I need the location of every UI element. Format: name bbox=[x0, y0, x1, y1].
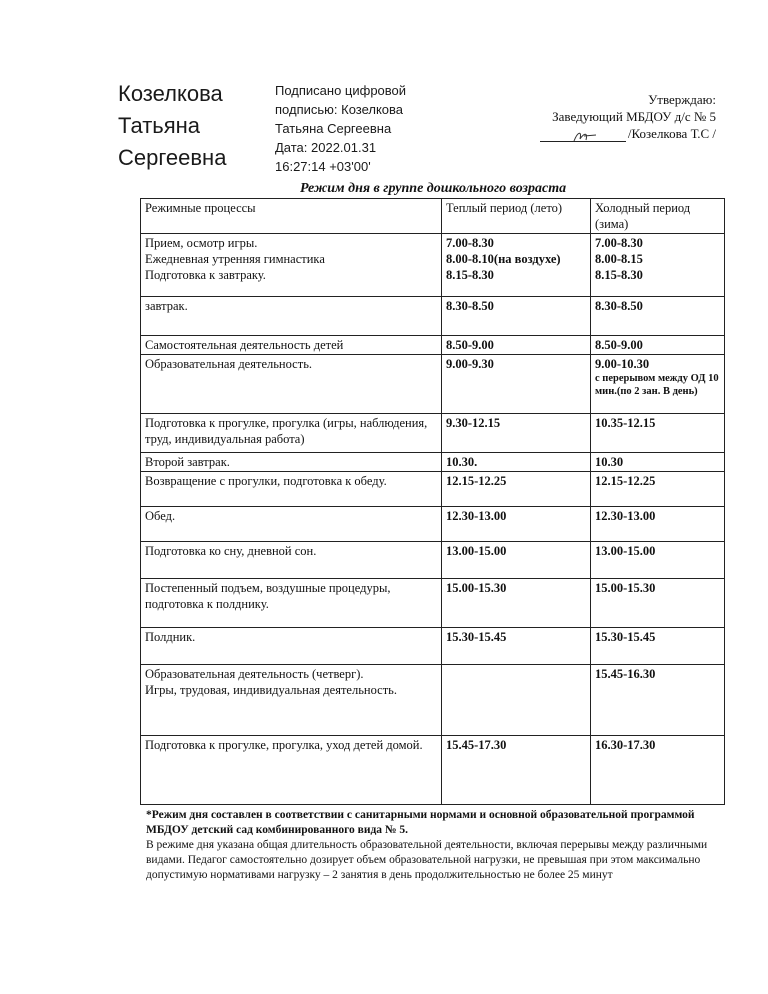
cell-process bbox=[141, 453, 442, 472]
footnote bbox=[146, 808, 736, 883]
cell-cold bbox=[591, 628, 725, 665]
cell-warm-line: 9.30-12.15 bbox=[446, 416, 501, 430]
cell-process-line: Полдник. bbox=[145, 630, 196, 644]
table-row bbox=[141, 297, 725, 336]
cell-cold-line: 10.30 bbox=[595, 455, 624, 469]
handwritten-signature-icon bbox=[540, 129, 626, 143]
cell-process bbox=[141, 579, 442, 628]
cell-warm bbox=[442, 355, 591, 414]
cell-process bbox=[141, 542, 442, 579]
header-warm-period: Теплый период (лето) bbox=[442, 199, 591, 234]
signature-name-line: Татьяна bbox=[118, 113, 201, 138]
cell-process-line: Постепенный подъем, воздушные процедуры, подготовка к полднику. bbox=[145, 581, 391, 611]
cell-process-line: Прием, осмотр игры. bbox=[145, 236, 258, 250]
cell-cold-line: 15.30-15.45 bbox=[595, 630, 656, 644]
cell-cold bbox=[591, 665, 725, 736]
cell-process bbox=[141, 234, 442, 297]
signature-info-line: подписью: Козелкова bbox=[275, 102, 404, 117]
cell-cold-line: 15.45-16.30 bbox=[595, 667, 656, 681]
table-row bbox=[141, 453, 725, 472]
cell-cold bbox=[591, 542, 725, 579]
header-cold-period: Холодный период (зима) bbox=[591, 199, 725, 234]
signature-name-line: Сергеевна bbox=[118, 145, 227, 170]
cell-warm bbox=[442, 453, 591, 472]
approval-name: /Козелкова Т.С / bbox=[627, 126, 716, 141]
cell-process bbox=[141, 507, 442, 542]
cell-note: с перерывом между ОД 10 мин.(по 2 зан. В день) bbox=[595, 373, 719, 397]
cell-warm-line: 10.30. bbox=[446, 455, 478, 469]
cell-process-line: Обед. bbox=[145, 509, 176, 523]
cell-warm-line: 15.45-17.30 bbox=[446, 738, 507, 752]
cell-cold bbox=[591, 507, 725, 542]
approval-block bbox=[476, 91, 716, 142]
signature-info-line: Дата: 2022.01.31 bbox=[275, 140, 377, 155]
cell-cold bbox=[591, 472, 725, 507]
cell-process bbox=[141, 355, 442, 414]
schedule-table bbox=[140, 198, 725, 805]
table-row bbox=[141, 234, 725, 297]
cell-cold bbox=[591, 297, 725, 336]
cell-process bbox=[141, 414, 442, 453]
cell-process-line: Самостоятельная деятельность детей bbox=[145, 338, 344, 352]
cell-warm bbox=[442, 665, 591, 736]
cell-cold-line: 16.30-17.30 bbox=[595, 738, 656, 752]
cell-cold-line: 7.00-8.30 bbox=[595, 236, 643, 250]
cell-cold-line: 15.00-15.30 bbox=[595, 581, 656, 595]
cell-warm bbox=[442, 297, 591, 336]
table-header-row bbox=[141, 199, 725, 234]
signature-blank bbox=[540, 129, 626, 142]
cell-process bbox=[141, 628, 442, 665]
cell-process-line: Подготовка к прогулке, прогулка, уход детей домой. bbox=[145, 738, 423, 752]
cell-process-line: Подготовка к прогулке, прогулка (игры, наблюдения, труд, индивидуальная работа) bbox=[145, 416, 428, 446]
cell-process-line: Подготовка ко сну, дневной сон. bbox=[145, 544, 317, 558]
cell-process bbox=[141, 297, 442, 336]
cell-warm bbox=[442, 736, 591, 805]
header-process: Режимные процессы bbox=[141, 199, 442, 234]
cell-warm bbox=[442, 628, 591, 665]
signature-name bbox=[118, 78, 268, 174]
cell-warm bbox=[442, 542, 591, 579]
cell-process bbox=[141, 336, 442, 355]
cell-cold bbox=[591, 579, 725, 628]
table-row bbox=[141, 336, 725, 355]
cell-cold bbox=[591, 336, 725, 355]
cell-warm-line: 8.15-8.30 bbox=[446, 268, 494, 282]
signature-name-line: Козелкова bbox=[118, 81, 223, 106]
cell-cold bbox=[591, 414, 725, 453]
table-row bbox=[141, 736, 725, 805]
cell-warm-line: 15.00-15.30 bbox=[446, 581, 507, 595]
cell-cold-line: 8.00-8.15 bbox=[595, 252, 643, 266]
table-row bbox=[141, 628, 725, 665]
cell-warm-line: 15.30-15.45 bbox=[446, 630, 507, 644]
approval-signature-line bbox=[476, 125, 716, 142]
cell-process-line: Второй завтрак. bbox=[145, 455, 230, 469]
cell-warm-line: 8.00-8.10(на воздухе) bbox=[446, 252, 561, 266]
cell-cold bbox=[591, 355, 725, 414]
cell-cold bbox=[591, 234, 725, 297]
table-row bbox=[141, 507, 725, 542]
cell-process bbox=[141, 736, 442, 805]
cell-cold-line: 12.30-13.00 bbox=[595, 509, 656, 523]
cell-cold-line: 10.35-12.15 bbox=[595, 416, 656, 430]
table-row bbox=[141, 579, 725, 628]
cell-warm-line: 12.15-12.25 bbox=[446, 474, 507, 488]
cell-warm-line: 12.30-13.00 bbox=[446, 509, 507, 523]
footnote-paragraph: *Режим дня составлен в соответствии с санитарными нормами и основной образовательной программой МБДОУ детский сад комбинированного вида № 5. bbox=[146, 809, 695, 836]
cell-warm bbox=[442, 414, 591, 453]
table-row bbox=[141, 414, 725, 453]
table-row bbox=[141, 665, 725, 736]
table-row bbox=[141, 355, 725, 414]
approval-heading: Утверждаю: bbox=[648, 92, 716, 107]
cell-cold-line: 8.30-8.50 bbox=[595, 299, 643, 313]
cell-cold bbox=[591, 736, 725, 805]
cell-warm bbox=[442, 234, 591, 297]
cell-warm bbox=[442, 472, 591, 507]
cell-process bbox=[141, 665, 442, 736]
cell-warm bbox=[442, 579, 591, 628]
cell-warm-line: 8.50-9.00 bbox=[446, 338, 494, 352]
cell-cold-line: 8.50-9.00 bbox=[595, 338, 643, 352]
cell-cold bbox=[591, 453, 725, 472]
cell-cold-line: 13.00-15.00 bbox=[595, 544, 656, 558]
approval-position: Заведующий МБДОУ д/с № 5 bbox=[552, 109, 716, 124]
cell-warm bbox=[442, 336, 591, 355]
cell-cold-line: 12.15-12.25 bbox=[595, 474, 656, 488]
cell-cold-line: 8.15-8.30 bbox=[595, 268, 643, 282]
cell-cold-line: 9.00-10.30 bbox=[595, 357, 650, 371]
cell-process-line: Возвращение с прогулки, подготовка к обеду. bbox=[145, 474, 387, 488]
cell-process-line: Подготовка к завтраку. bbox=[145, 268, 266, 282]
cell-process-line: Образовательная деятельность. bbox=[145, 357, 313, 371]
signature-info-line: 16:27:14 +03'00' bbox=[275, 159, 371, 174]
cell-process-line: Ежедневная утренняя гимнастика bbox=[145, 252, 325, 266]
cell-warm-line: 8.30-8.50 bbox=[446, 299, 494, 313]
table-row bbox=[141, 542, 725, 579]
document-title: Режим дня в группе дошкольного возраста bbox=[300, 181, 567, 196]
cell-process-line: Образовательная деятельность (четверг). bbox=[145, 667, 364, 681]
signature-info-line: Подписано цифровой bbox=[275, 83, 407, 98]
footnote-paragraph: В режиме дня указана общая длительность образовательной деятельности, включая перерывы между различными видами. Педагог самостоятельно дозирует объем образовательной нагрузки, не превышая при этом максимально допустимую нормативами нагрузку – 2 занятия в день продолжительностью не более 25 минут bbox=[146, 839, 708, 881]
cell-process-line: Игры, трудовая, индивидуальная деятельность. bbox=[145, 683, 397, 697]
cell-process-line: завтрак. bbox=[145, 299, 188, 313]
cell-warm bbox=[442, 507, 591, 542]
cell-warm-line: 13.00-15.00 bbox=[446, 544, 507, 558]
signature-info-line: Татьяна Сергеевна bbox=[275, 121, 392, 136]
signature-info bbox=[275, 81, 450, 176]
cell-warm-line: 9.00-9.30 bbox=[446, 357, 494, 371]
cell-warm-line: 7.00-8.30 bbox=[446, 236, 494, 250]
table-row bbox=[141, 472, 725, 507]
cell-process bbox=[141, 472, 442, 507]
